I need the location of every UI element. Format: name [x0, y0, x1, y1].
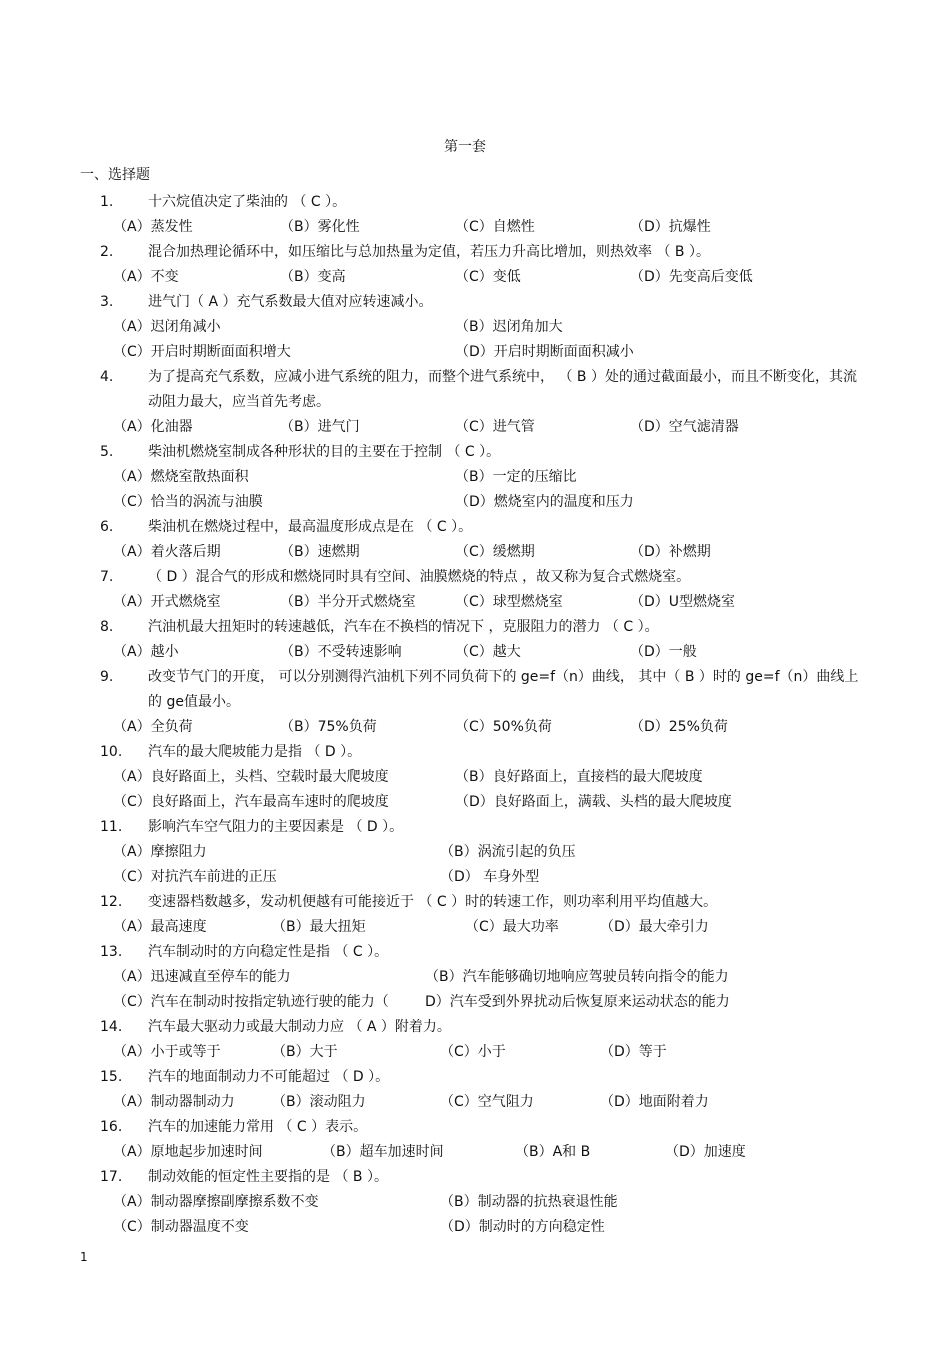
option-item: （C）球型燃烧室: [455, 594, 563, 610]
question-9: [0, 665, 950, 715]
options-row: [0, 840, 950, 865]
question-stem: 汽车的地面制动力不可能超过 （ D ）。: [148, 1069, 390, 1085]
options-row: [0, 490, 950, 515]
options-row: [0, 765, 950, 790]
option-item: （B）不受转速影响: [280, 644, 402, 660]
options-row: [0, 965, 950, 990]
options-row: [0, 715, 950, 740]
options-row: [0, 1040, 950, 1065]
option-item: （B）大于: [272, 1044, 338, 1060]
question-number: 13.: [100, 944, 123, 960]
option-item: （C）自燃性: [455, 219, 535, 235]
option-item: （B）A和 B: [515, 1144, 591, 1160]
option-item: D）汽车受到外界扰动后恢复原来运动状态的能力: [425, 994, 730, 1010]
option-item: （B）迟闭角加大: [455, 319, 563, 335]
option-item: （D）U型燃烧室: [630, 594, 736, 610]
question-stem: 汽车的加速能力常用 （ C ）表示。: [148, 1119, 368, 1135]
question-8: [0, 615, 950, 640]
options-row: [0, 265, 950, 290]
question-number: 14.: [100, 1019, 123, 1035]
option-item: （D）制动时的方向稳定性: [440, 1219, 605, 1235]
question-number: 4.: [100, 369, 114, 385]
option-item: （C）空气阻力: [440, 1094, 534, 1110]
question-stem: 柴油机在燃烧过程中，最高温度形成点是在 （ C ）。: [148, 519, 473, 535]
option-item: （D）良好路面上，满载、头档的最大爬坡度: [455, 794, 732, 810]
option-item: （A）原地起步加速时间: [113, 1144, 263, 1160]
question-number: 8.: [100, 619, 114, 635]
option-item: （C）越大: [455, 644, 521, 660]
question-number: 15.: [100, 1069, 123, 1085]
options-row: [0, 315, 950, 340]
question-list: [0, 190, 950, 1240]
option-item: （A）良好路面上，头档、空载时最大爬坡度: [113, 769, 389, 785]
option-item: （D）抗爆性: [630, 219, 711, 235]
section-heading: 一、选择题: [80, 167, 150, 183]
options-row: [0, 1140, 950, 1165]
option-item: （C）良好路面上，汽车最高车速时的爬坡度: [113, 794, 389, 810]
question-number: 10.: [100, 744, 123, 760]
option-item: （C）50%负荷: [455, 719, 552, 735]
option-item: （A）着火落后期: [113, 544, 221, 560]
question-4: [0, 365, 950, 415]
page-number: 1: [80, 1250, 88, 1264]
option-item: （A）不变: [113, 269, 179, 285]
question-stem: 改变节气门的开度， 可以分别测得汽油机下列不同负荷下的 ge=f（n）曲线， 其中（ B ）时的 ge=f（n）曲线上的 ge值最小。: [148, 669, 859, 710]
option-item: （A）摩擦阻力: [113, 844, 207, 860]
option-item: （A）迅速减直至停车的能力: [113, 969, 291, 985]
option-item: （D）先变高后变低: [630, 269, 753, 285]
option-item: （C）小于: [440, 1044, 506, 1060]
option-item: （D）空气滤清器: [630, 419, 739, 435]
question-stem: 汽车的最大爬坡能力是指 （ D ）。: [148, 744, 362, 760]
option-item: （B）75%负荷: [280, 719, 377, 735]
option-item: （C）进气管: [455, 419, 535, 435]
option-item: （C）对抗汽车前进的正压: [113, 869, 277, 885]
option-item: （C）开启时期断面面积增大: [113, 344, 291, 360]
option-item: （D）最大牵引力: [600, 919, 709, 935]
option-item: （C）制动器温度不变: [113, 1219, 249, 1235]
option-item: （B）滚动阻力: [272, 1094, 366, 1110]
options-row: [0, 915, 950, 940]
option-item: （D）等于: [600, 1044, 667, 1060]
question-stem: 汽车制动时的方向稳定性是指 （ C ）。: [148, 944, 389, 960]
option-item: （D）开启时期断面面积减小: [455, 344, 634, 360]
option-item: （C）变低: [455, 269, 521, 285]
option-item: （A）开式燃烧室: [113, 594, 221, 610]
options-row: [0, 465, 950, 490]
option-item: （D）加速度: [665, 1144, 746, 1160]
option-item: （A）迟闭角减小: [113, 319, 221, 335]
option-item: （A）小于或等于: [113, 1044, 221, 1060]
option-item: （C）恰当的涡流与油膜: [113, 494, 263, 510]
question-stem: 十六烷值决定了柴油的 （ C ）。: [148, 194, 347, 210]
question-stem: 进气门（ A ）充气系数最大值对应转速减小。: [148, 294, 433, 310]
question-2: [0, 240, 950, 265]
option-item: （B）一定的压缩比: [455, 469, 577, 485]
options-row: [0, 990, 950, 1015]
option-item: （D）一般: [630, 644, 697, 660]
question-1: [0, 190, 950, 215]
question-12: [0, 890, 950, 915]
question-number: 6.: [100, 519, 114, 535]
option-item: （B）进气门: [280, 419, 360, 435]
option-item: （B）半分开式燃烧室: [280, 594, 416, 610]
question-3: [0, 290, 950, 315]
option-item: （B）速燃期: [280, 544, 360, 560]
question-stem: 制动效能的恒定性主要指的是 （ B ）。: [148, 1169, 388, 1185]
question-stem: 影响汽车空气阻力的主要因素是 （ D ）。: [148, 819, 404, 835]
option-item: （A）燃烧室散热面积: [113, 469, 249, 485]
question-number: 7.: [100, 569, 114, 585]
question-stem: 变速器档数越多，发动机便越有可能接近于 （ C ）时的转速工作，则功率利用平均值越大。: [148, 894, 718, 910]
option-item: （C）最大功率: [465, 919, 559, 935]
question-7: [0, 565, 950, 590]
option-item: （B）雾化性: [280, 219, 360, 235]
question-6: [0, 515, 950, 540]
question-stem: 汽车最大驱动力或最大制动力应 （ A ）附着力。: [148, 1019, 451, 1035]
question-number: 17.: [100, 1169, 123, 1185]
options-row: [0, 340, 950, 365]
options-row: [0, 540, 950, 565]
question-number: 2.: [100, 244, 114, 260]
options-row: [0, 1090, 950, 1115]
option-item: （B）制动器的抗热衰退性能: [440, 1194, 618, 1210]
option-item: （A）化油器: [113, 419, 193, 435]
option-item: （A）蒸发性: [113, 219, 193, 235]
question-number: 11.: [100, 819, 123, 835]
options-row: [0, 790, 950, 815]
option-item: （D）地面附着力: [600, 1094, 709, 1110]
question-5: [0, 440, 950, 465]
question-11: [0, 815, 950, 840]
question-14: [0, 1015, 950, 1040]
options-row: [0, 1215, 950, 1240]
question-stem: 汽油机最大扭矩时的转速越低，汽车在不换档的情况下 ，克服阻力的潜力 （ C ）。: [148, 619, 659, 635]
option-item: （A）制动器制动力: [113, 1094, 235, 1110]
option-item: （D）燃烧室内的温度和压力: [455, 494, 634, 510]
option-item: （A）制动器摩擦副摩擦系数不变: [113, 1194, 319, 1210]
question-17: [0, 1165, 950, 1190]
option-item: （C）汽车在制动时按指定轨迹行驶的能力（: [113, 994, 389, 1010]
question-stem: （ D ）混合气的形成和燃烧同时具有空间、油膜燃烧的特点 ，故又称为复合式燃烧室。: [148, 569, 691, 585]
option-item: （B）良好路面上，直接档的最大爬坡度: [455, 769, 703, 785]
options-row: [0, 865, 950, 890]
question-13: [0, 940, 950, 965]
question-number: 1.: [100, 194, 114, 210]
options-row: [0, 640, 950, 665]
question-stem: 柴油机燃烧室制成各种形状的目的主要在于控制 （ C ）。: [148, 444, 501, 460]
question-number: 12.: [100, 894, 123, 910]
option-item: （B）涡流引起的负压: [440, 844, 576, 860]
question-number: 5.: [100, 444, 114, 460]
option-item: （C）缓燃期: [455, 544, 535, 560]
question-15: [0, 1065, 950, 1090]
option-item: （D）25%负荷: [630, 719, 728, 735]
options-row: [0, 1190, 950, 1215]
option-item: （A）越小: [113, 644, 179, 660]
option-item: （A）最高速度: [113, 919, 207, 935]
option-item: （B）汽车能够确切地响应驾驶员转向指令的能力: [425, 969, 729, 985]
page-title: 第一套: [444, 139, 486, 155]
question-number: 3.: [100, 294, 114, 310]
question-number: 16.: [100, 1119, 123, 1135]
question-16: [0, 1115, 950, 1140]
option-item: （A）全负荷: [113, 719, 193, 735]
question-number: 9.: [100, 669, 114, 685]
options-row: [0, 590, 950, 615]
option-item: （D） 车身外型: [440, 869, 540, 885]
question-stem: 混合加热理论循环中，如压缩比与总加热量为定值，若压力升高比增加，则热效率 （ B ）。: [148, 244, 710, 260]
option-item: （B）超车加速时间: [322, 1144, 444, 1160]
question-stem: 为了提高充气系数，应减小进气系统的阻力，而整个进气系统中， （ B ）处的通过截面最小，而且不断变化，其流动阻力最大，应当首先考虑。: [148, 369, 857, 410]
option-item: （B）变高: [280, 269, 346, 285]
option-item: （B）最大扭矩: [272, 919, 366, 935]
options-row: [0, 415, 950, 440]
option-item: （D）补燃期: [630, 544, 711, 560]
question-10: [0, 740, 950, 765]
options-row: [0, 215, 950, 240]
